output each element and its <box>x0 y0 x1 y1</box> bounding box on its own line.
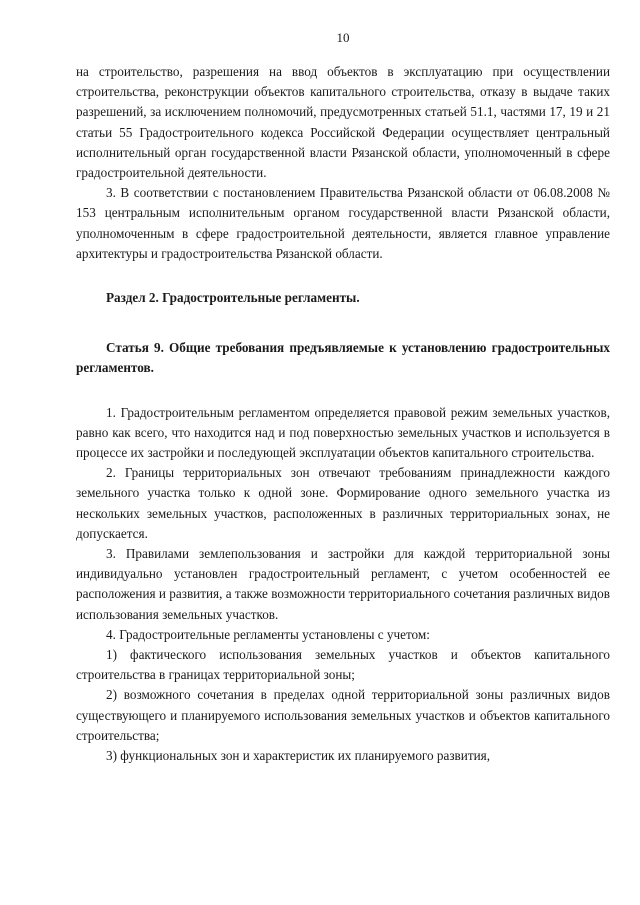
document-body <box>76 62 610 766</box>
paragraph-item-3: 3. Правилами землепользования и застройки для каждой территориальной зоны индивидуально установлен градостроительный регламент, с учетом особенностей ее расположения и развития, а также возможности территориального сочетания различных видов использования земельных участков. <box>76 546 610 622</box>
section-heading: Раздел 2. Градостроительные регламенты. <box>106 290 360 306</box>
paragraph-continuation: на строительство, разрешения на ввод объектов в эксплуатацию при осуществлении строительства, реконструкции объектов капитального строительства, отказу в выдаче таких разрешений, за исключением полномочий, предусмотренных статьей 51.1, частями 17, 19 и 21 статьи 55 Градостроительного кодекса Российской Федерации осуществляет центральный исполнительный орган государственной власти Рязанской области, уполномоченный в сфере градостроительной деятельности. <box>76 64 610 181</box>
list-item-1: 1) фактического использования земельных участков и объектов капитального строительства в границах территориальной зоны; <box>76 647 610 683</box>
spacer <box>76 308 610 338</box>
list-item-3: 3) функциональных зон и характеристик их планируемого развития, <box>106 748 491 764</box>
article-heading: Статья 9. Общие требования предъявляемые к установлению градостроительных регламентов. <box>76 340 610 376</box>
page-number: 10 <box>336 30 350 45</box>
list-item-2: 2) возможного сочетания в пределах одной территориальной зоны различных видов существующего и планируемого использования земельных участков и объектов капитального строительства; <box>76 687 610 743</box>
paragraph-item-4: 4. Градостроительные регламенты установлены с учетом: <box>106 626 430 642</box>
document-page <box>76 0 610 905</box>
paragraph-item-2: 2. Границы территориальных зон отвечают требованиям принадлежности каждого земельного участка только к одной зоне. Формирование одного земельного участка из нескольких земельных участков, расположенных в различных территориальных зонах, не допускается. <box>76 465 610 541</box>
spacer <box>76 264 610 288</box>
paragraph-item-3: 3. В соответствии с постановлением Правительства Рязанской области от 06.08.2008 № 153 центральным исполнительным органом государственной власти Рязанской области, уполномоченным в сфере градостроительной деятельности, является главное управление архитектуры и градостроительства Рязанской области. <box>76 185 610 261</box>
spacer <box>76 379 610 403</box>
paragraph-item-1: 1. Градостроительным регламентом определяется правовой режим земельных участков, равно как всего, что находится над и под поверхностью земельных участков и используется в процессе их застройки и последующей эксплуатации объектов капитального строительства. <box>76 404 610 461</box>
